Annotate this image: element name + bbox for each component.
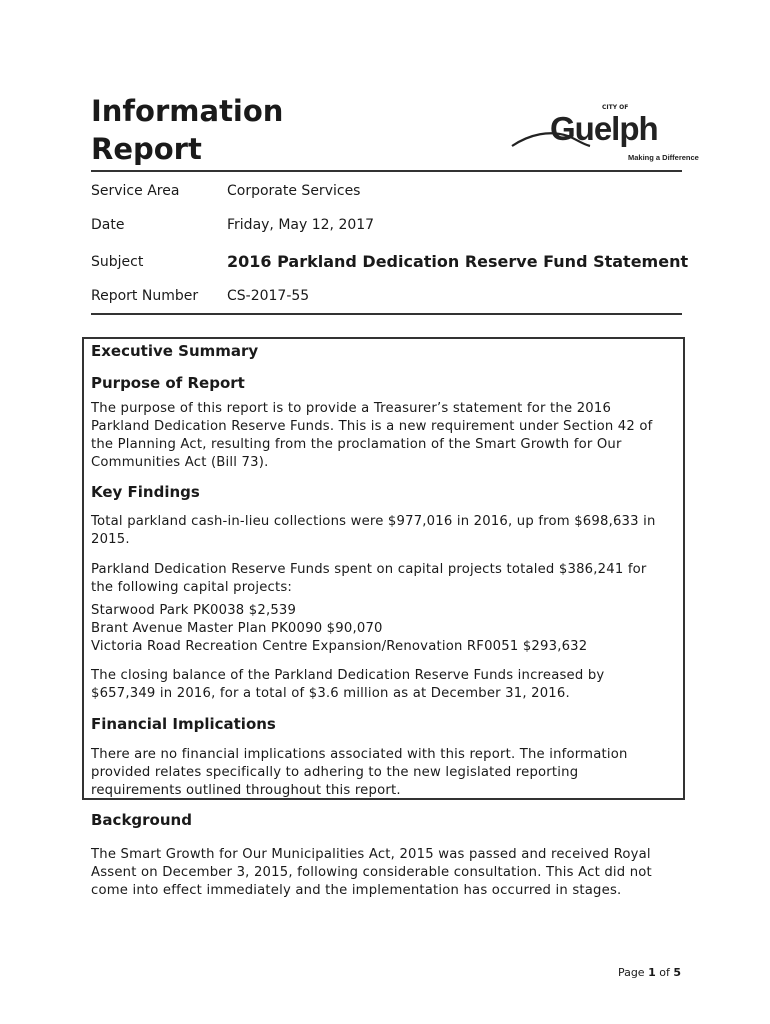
financial-implications-heading: Financial Implications xyxy=(91,715,276,733)
background-line: come into effect immediately and the implementation has occurred in stages. xyxy=(91,883,622,898)
purpose-line: Parkland Dedication Reserve Funds. This is a new requirement under Section 42 of xyxy=(91,419,653,434)
financial-line: There are no financial implications associated with this report. The information xyxy=(91,747,628,762)
service-area-value: Corporate Services xyxy=(227,183,361,199)
purpose-line: The purpose of this report is to provide a Treasurer’s statement for the 2016 xyxy=(91,401,612,416)
meta-divider xyxy=(91,313,682,315)
page-word: Page xyxy=(617,966,645,979)
of-word: of xyxy=(659,966,670,979)
service-area-label: Service Area xyxy=(91,183,180,199)
logo-tagline: Making a Difference xyxy=(628,153,699,162)
executive-summary-heading: Executive Summary xyxy=(91,342,259,360)
findings-line: Parkland Dedication Reserve Funds spent on capital projects totaled $386,241 for xyxy=(91,562,647,577)
findings-paragraph-3 xyxy=(91,667,683,703)
purpose-line: the Planning Act, resulting from the proclamation of the Smart Growth for Our xyxy=(91,437,622,452)
key-findings-heading: Key Findings xyxy=(91,483,200,501)
date-value: Friday, May 12, 2017 xyxy=(227,217,375,233)
report-number-value: CS-2017-55 xyxy=(227,288,310,304)
purpose-line: Communities Act (Bill 73). xyxy=(91,455,269,470)
report-number-label: Report Number xyxy=(91,288,199,304)
subject-value: 2016 Parkland Dedication Reserve Fund Statement xyxy=(227,252,689,271)
findings-line: 2015. xyxy=(91,532,130,547)
findings-paragraph-2 xyxy=(91,561,683,597)
background-paragraph xyxy=(91,846,683,900)
financial-line: requirements outlined throughout this report. xyxy=(91,783,401,798)
subject-label: Subject xyxy=(91,254,144,270)
background-heading: Background xyxy=(91,811,192,829)
logo-top-text: CITY OF xyxy=(602,104,629,111)
financial-paragraph xyxy=(91,746,683,800)
findings-line: the following capital projects: xyxy=(91,580,293,595)
date-label: Date xyxy=(91,217,125,233)
report-title xyxy=(91,92,283,168)
report-title-line-2: Report xyxy=(91,132,202,166)
findings-line: $657,349 in 2016, for a total of $3.6 million as at December 31, 2016. xyxy=(91,686,570,701)
list-item: Brant Avenue Master Plan PK0090 $90,070 xyxy=(91,621,383,636)
findings-line: The closing balance of the Parkland Dedication Reserve Funds increased by xyxy=(91,668,605,683)
report-title-line-1: Information xyxy=(91,94,284,128)
city-of-guelph-logo xyxy=(510,100,699,166)
list-item: Victoria Road Recreation Centre Expansion/Renovation RF0051 $293,632 xyxy=(91,639,588,654)
page-current: 1 xyxy=(648,966,656,979)
financial-line: provided relates specifically to adhering to the new legislated reporting xyxy=(91,765,579,780)
page-total: 5 xyxy=(673,966,681,979)
capital-projects-list xyxy=(91,602,683,656)
findings-line: Total parkland cash-in-lieu collections were $977,016 in 2016, up from $698,633 in xyxy=(91,514,656,529)
logo-name: Guelph xyxy=(550,110,658,147)
header-divider xyxy=(91,170,682,172)
list-item: Starwood Park PK0038 $2,539 xyxy=(91,603,297,618)
page-number xyxy=(618,966,681,979)
background-line: Assent on December 3, 2015, following considerable consultation. This Act did not xyxy=(91,865,652,880)
purpose-heading: Purpose of Report xyxy=(91,374,245,392)
background-line: The Smart Growth for Our Municipalities Act, 2015 was passed and received Royal xyxy=(91,847,651,862)
findings-paragraph-1 xyxy=(91,513,683,549)
purpose-paragraph xyxy=(91,400,683,472)
